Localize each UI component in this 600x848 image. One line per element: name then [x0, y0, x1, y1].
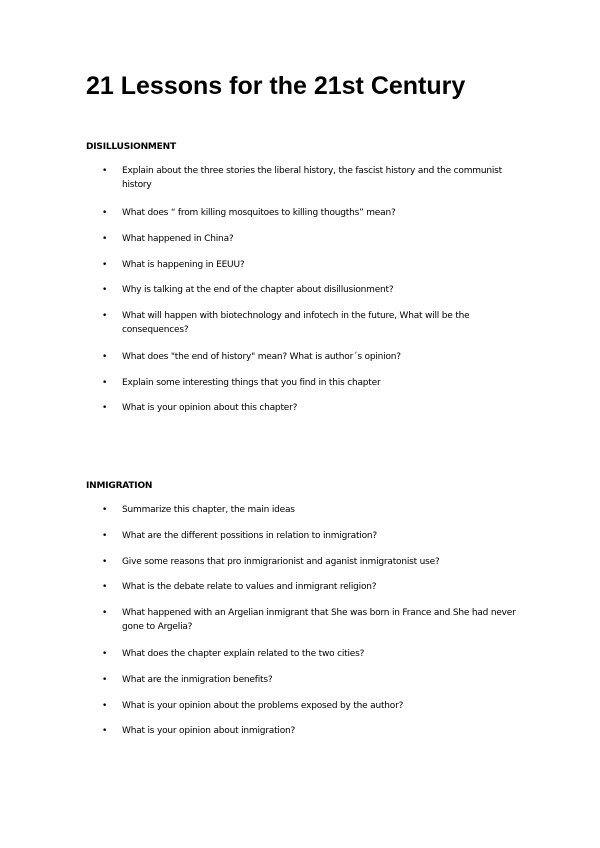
bullet-icon: •	[102, 557, 108, 567]
list-item-text: What is your opinion about the problems exposed by the author?	[122, 701, 404, 711]
list-item-text: What is happening in EEUU?	[122, 260, 245, 270]
list-item-text: What does "the end of history" mean? What is author´s opinion?	[122, 352, 401, 362]
document-title: 21 Lessons for the 21st Century	[86, 72, 466, 100]
list-item-text: Summarize this chapter, the main ideas	[122, 505, 295, 515]
list-item-text: What is your opinion about this chapter?	[122, 403, 298, 413]
list-item-text: What will happen with biotechnology and infotech in the future, What will be the consequences?	[122, 311, 470, 335]
bullet-icon: •	[102, 582, 108, 592]
bullet-icon: •	[102, 701, 108, 711]
bullet-icon: •	[102, 726, 108, 736]
list-item-text: What does the chapter explain related to the two cities?	[122, 649, 365, 659]
bullet-icon: •	[102, 285, 108, 295]
bullet-icon: •	[102, 608, 108, 618]
bullet-icon: •	[102, 378, 108, 388]
bullet-icon: •	[102, 403, 108, 413]
bullet-icon: •	[102, 675, 108, 685]
list-item-text: What happened with an Argelian inmigrant that She was born in France and She had never gone to Argelia?	[122, 608, 516, 632]
list-item-text: What is your opinion about inmigration?	[122, 726, 296, 736]
bullet-icon: •	[102, 531, 108, 541]
bullet-icon: •	[102, 234, 108, 244]
list-item-text: What is the debate relate to values and inmigrant religion?	[122, 582, 377, 592]
bullet-icon: •	[102, 505, 108, 515]
list-item-text: Why is talking at the end of the chapter about disillusionment?	[122, 285, 394, 295]
list-item-text: Explain some interesting things that you find in this chapter	[122, 378, 381, 388]
list-item-text: Give some reasons that pro inmigrarionist and aganist inmigratonist use?	[122, 557, 440, 567]
list-item-text: Explain about the three stories the liberal history, the fascist history and the communist history	[122, 166, 502, 190]
list-item-text: What happened in China?	[122, 234, 234, 244]
bullet-icon: •	[102, 208, 108, 218]
section-heading-inmigration: INMIGRATION	[86, 481, 153, 491]
section-heading-disillusionment: DISILLUSIONMENT	[86, 142, 176, 152]
list-item-text: What are the inmigration benefits?	[122, 675, 273, 685]
list-item-text: What are the different possitions in relation to inmigration?	[122, 531, 377, 541]
list-item-text: What does “ from killing mosquitoes to killing thougths” mean?	[122, 208, 396, 218]
bullet-icon: •	[102, 260, 108, 270]
bullet-icon: •	[102, 311, 108, 321]
bullet-icon: •	[102, 166, 108, 176]
bullet-icon: •	[102, 352, 108, 362]
bullet-icon: •	[102, 649, 108, 659]
